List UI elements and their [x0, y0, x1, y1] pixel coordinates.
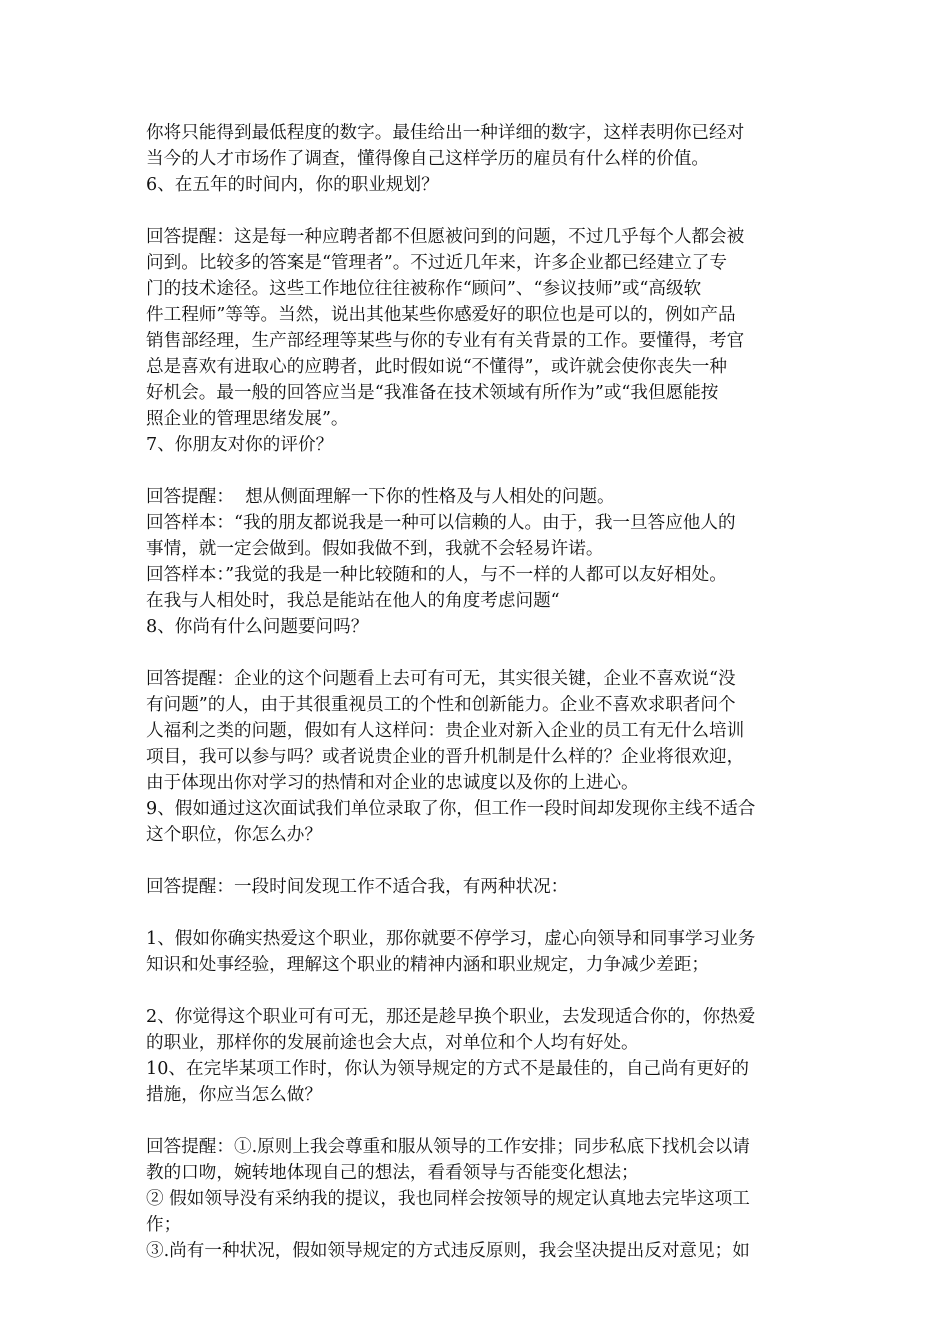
text-line: 有问题”的人，由于其很重视员工的个性和创新能力。企业不喜欢求职者问个 [146, 695, 736, 715]
text-line: 6、在五年的时间内，你的职业规划？ [146, 175, 439, 195]
text-line: 销售部经理，生产部经理等某些与你的专业有有关背景的工作。要懂得，考官 [146, 331, 745, 351]
text-line: 回答样本：”我觉的我是一种比较随和的人，与不一样的人都可以友好相处。 [146, 565, 727, 585]
text-line: 知识和处事经验，理解这个职业的精神内涵和职业规定，力争减少差距； [146, 955, 710, 975]
blank-line [146, 848, 806, 874]
text-line: 1、假如你确实热爱这个职业，那你就要不停学习，虚心向领导和同事学习业务 [146, 929, 756, 949]
text-line: 由于体现出你对学习的热情和对企业的忠诚度以及你的上进心。 [146, 773, 639, 793]
blank-line [146, 640, 806, 666]
text-line: 作； [146, 1215, 182, 1235]
text-line: 好机会。最一般的回答应当是“我准备在技术领域有所作为”或“我但愿能按 [146, 383, 719, 403]
blank-line [146, 458, 806, 484]
text-line: 门的技术途径。这些工作地位往往被称作“顾问”、“参议技师”或“高级软 [146, 279, 702, 299]
text-line: 回答提醒：企业的这个问题看上去可有可无，其实很关键，企业不喜欢说“没 [146, 669, 736, 689]
text-line: 回答样本：“我的朋友都说我是一种可以信赖的人。由于，我一旦答应他人的 [146, 513, 736, 533]
text-line: 7、你朋友对你的评价？ [146, 435, 334, 455]
text-line: 项目，我可以参与吗？或者说贵企业的晋升机制是什么样的？企业将很欢迎， [146, 747, 745, 767]
text-line: 回答提醒：①.原则上我会尊重和服从领导的工作安排；同步私底下找机会以请 [146, 1137, 750, 1157]
text-line: 你将只能得到最低程度的数字。最佳给出一种详细的数字，这样表明你已经对 [146, 123, 745, 143]
text-line: 问到。比较多的答案是“管理者”。不过近几年来，许多企业都已经建立了专 [146, 253, 727, 273]
text-line: 教的口吻，婉转地体现自己的想法，看看领导与否能变化想法； [146, 1163, 639, 1183]
text-line: 这个职位，你怎么办？ [146, 825, 322, 845]
text-line: ② 假如领导没有采纳我的提议，我也同样会按领导的规定认真地去完毕这项工 [146, 1189, 750, 1209]
document-body [146, 120, 806, 1264]
text-line: 总是喜欢有进取心的应聘者，此时假如说“不懂得”，或许就会使你丧失一种 [146, 357, 727, 377]
text-line: 照企业的管理思绪发展”。 [146, 409, 349, 429]
text-line: 回答提醒：一段时间发现工作不适合我，有两种状况： [146, 877, 569, 897]
text-line: 2、你觉得这个职业可有可无，那还是趁早换个职业，去发现适合你的，你热爱 [146, 1007, 756, 1027]
text-line: 事情，就一定会做到。假如我做不到，我就不会轻易许诺。 [146, 539, 604, 559]
text-line: 的职业，那样你的发展前途也会大点，对单位和个人均有好处。 [146, 1033, 639, 1053]
text-line: 措施，你应当怎么做？ [146, 1085, 322, 1105]
text-line: 在我与人相处时，我总是能站在他人的角度考虑问题“ [146, 591, 560, 611]
text-line: 9、假如通过这次面试我们单位录取了你，但工作一段时间却发现你主线不适合 [146, 799, 756, 819]
text-line: 回答提醒： 想从侧面理解一下你的性格及与人相处的问题。 [146, 487, 615, 507]
blank-line [146, 198, 806, 224]
text-line: 回答提醒：这是每一种应聘者都不但愿被问到的问题，不过几乎每个人都会被 [146, 227, 745, 247]
blank-line [146, 1108, 806, 1134]
blank-line [146, 978, 806, 1004]
text-line: ③.尚有一种状况，假如领导规定的方式违反原则，我会坚决提出反对意见；如 [146, 1241, 750, 1261]
blank-line [146, 900, 806, 926]
text-line: 当今的人才市场作了调查，懂得像自己这样学历的雇员有什么样的价值。 [146, 149, 710, 169]
text-line: 件工程师”等等。当然，说出其他某些你感爱好的职位也是可以的，例如产品 [146, 305, 736, 325]
text-line: 8、你尚有什么问题要问吗？ [146, 617, 369, 637]
text-line: 10、在完毕某项工作时，你认为领导规定的方式不是最佳的，自己尚有更好的 [146, 1059, 749, 1079]
text-line: 人福利之类的问题，假如有人这样问：贵企业对新入企业的员工有无什么培训 [146, 721, 745, 741]
